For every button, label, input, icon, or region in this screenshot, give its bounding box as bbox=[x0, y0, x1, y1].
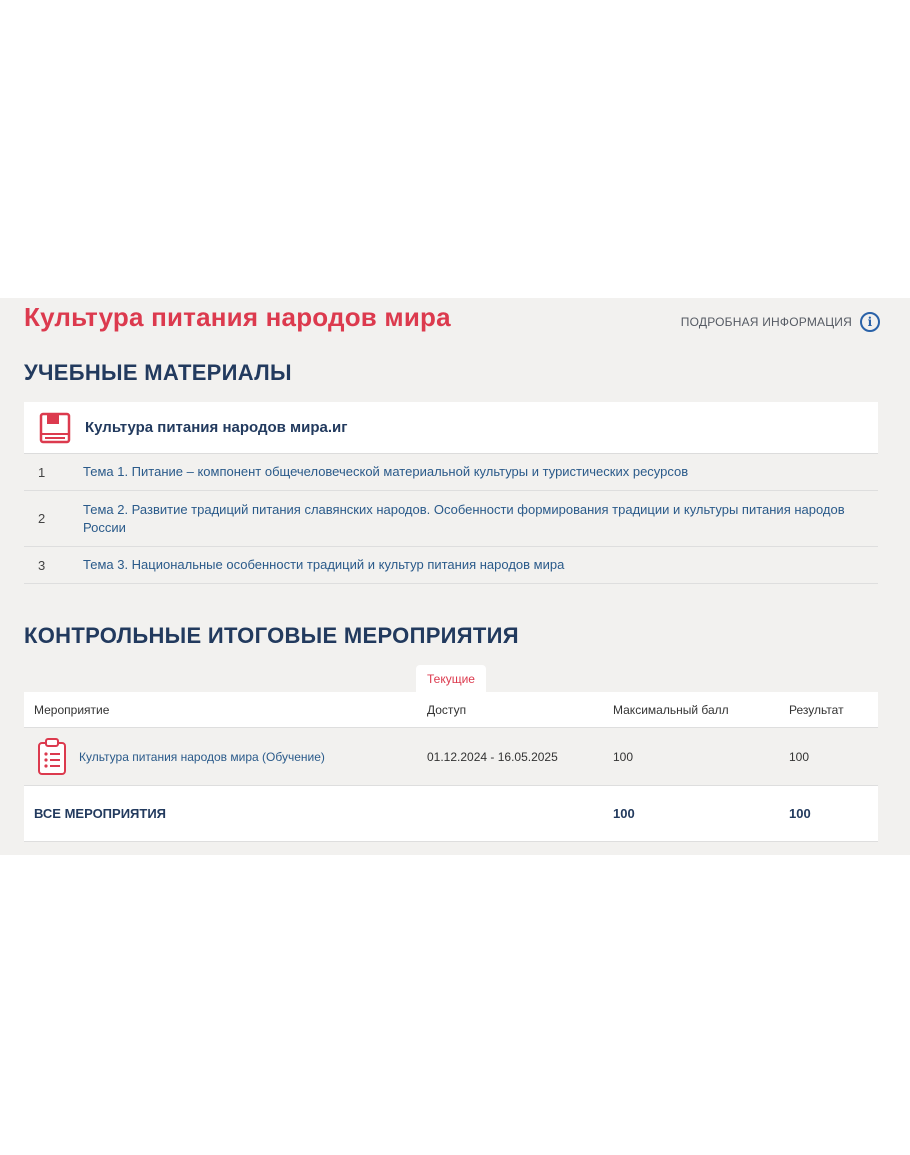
topic-link[interactable]: Тема 3. Национальные особенности традиций и культур питания народов мира bbox=[83, 557, 565, 572]
total-result: 100 bbox=[789, 806, 811, 821]
topic-number: 1 bbox=[38, 464, 46, 480]
course-title: Культура питания народов мира bbox=[24, 302, 451, 332]
events-table bbox=[24, 692, 878, 842]
course-panel bbox=[0, 298, 910, 855]
topic-number: 3 bbox=[38, 557, 46, 573]
column-header-result: Результат bbox=[789, 702, 844, 717]
clipboard-icon bbox=[37, 738, 67, 776]
column-header-access: Доступ bbox=[427, 702, 467, 717]
topic-number: 2 bbox=[38, 511, 46, 526]
event-link[interactable]: Культура питания народов мира (Обучение) bbox=[79, 749, 325, 764]
details-link[interactable] bbox=[681, 312, 880, 332]
total-max-score: 100 bbox=[613, 806, 635, 821]
info-icon[interactable]: i bbox=[860, 312, 880, 332]
table-row bbox=[24, 728, 878, 786]
total-label: ВСЕ МЕРОПРИЯТИЯ bbox=[34, 806, 167, 821]
topic-row bbox=[24, 454, 878, 491]
event-max-score: 100 bbox=[613, 749, 634, 764]
tab-current[interactable]: Текущие bbox=[416, 665, 486, 693]
topic-link[interactable]: Тема 2. Развитие традиций питания славянских народов. Особенности формирования традиции и культуры питания народов России bbox=[83, 501, 845, 535]
materials-heading: УЧЕБНЫЕ МАТЕРИАЛЫ bbox=[24, 360, 292, 385]
topic-link[interactable]: Тема 1. Питание – компонент общечеловеческой материальной культуры и туристических ресурсов bbox=[83, 464, 689, 479]
topic-row bbox=[24, 491, 878, 547]
topic-row bbox=[24, 547, 878, 584]
table-total-row bbox=[24, 786, 878, 842]
book-icon bbox=[39, 412, 71, 444]
table-header-row bbox=[24, 692, 878, 728]
event-access: 01.12.2024 - 16.05.2025 bbox=[427, 749, 558, 764]
event-result: 100 bbox=[789, 749, 810, 764]
event-cell bbox=[24, 738, 427, 776]
column-header-max-score: Максимальный балл bbox=[613, 702, 729, 717]
material-card[interactable] bbox=[24, 402, 878, 454]
topic-list bbox=[24, 454, 878, 584]
details-link-label: ПОДРОБНАЯ ИНФОРМАЦИЯ bbox=[680, 315, 852, 329]
material-name[interactable]: Культура питания народов мира.иг bbox=[85, 419, 348, 436]
column-header-event: Мероприятие bbox=[34, 702, 110, 717]
events-heading: КОНТРОЛЬНЫЕ ИТОГОВЫЕ МЕРОПРИЯТИЯ bbox=[24, 623, 519, 648]
